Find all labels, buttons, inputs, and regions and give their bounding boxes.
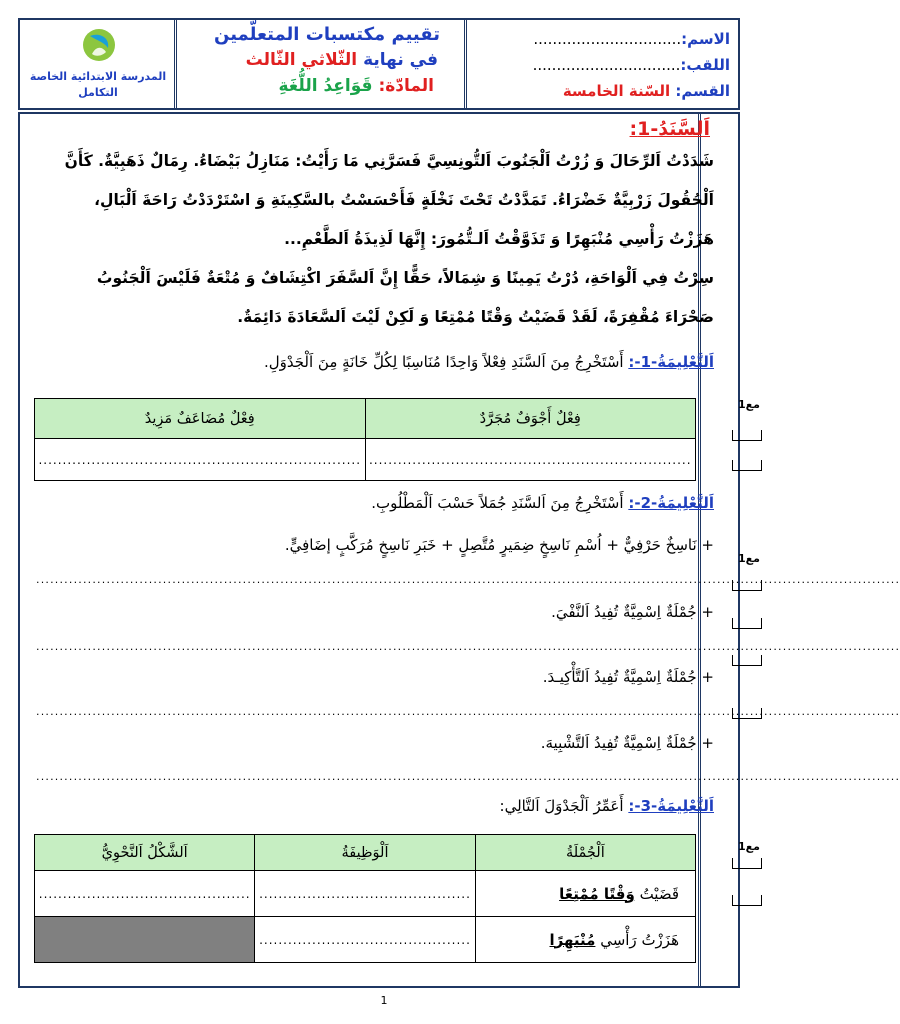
score-box[interactable] xyxy=(732,430,762,441)
sentence-2-part-a: هَزَزْتُ رَأْسِي xyxy=(595,930,679,949)
task1-instruction xyxy=(264,353,714,371)
student-info xyxy=(466,20,738,108)
score-box[interactable] xyxy=(732,580,762,591)
task2-text: أَسْتَخْرِجُ مِنَ اَلسَّنَدِ جُمَلاً حَسْبَ اَلْمَطْلُوبِ. xyxy=(371,494,629,512)
task1-answer-cell[interactable]: ................................................................... xyxy=(35,439,366,481)
text-line: اَلْحُقُولَ زَرْبِيَّةٌ خَضْرَاءُ. تَمَدَّدْتُ تَحْتَ نَخْلَةٍ فَأَحْسَسْتُ بالسَّكِينَةِ وَ اسْتَرْدَدْتُ رَاحَةَ اَلْبَالِ، xyxy=(94,191,714,209)
sentence-2-underlined: مُنْبَهِرًا xyxy=(549,930,596,949)
surname-line xyxy=(533,56,730,74)
header-box xyxy=(18,18,740,110)
task2-tag: اَلتَّعْلِيمَةُ-2-: xyxy=(628,494,714,512)
task3-function-cell[interactable]: ............................................ xyxy=(255,917,475,963)
title-line2-a: في نهاية xyxy=(363,50,438,70)
subject-label: المادّة: xyxy=(378,76,434,96)
task2-item: + جُمْلَةٌ اِسْمِيَّةٌ تُفِيدُ اَلنَّفْيَ. xyxy=(551,603,714,621)
task1-header-doubled-verb: فِعْلٌ مُضَاعَفٌ مَزِيدٌ xyxy=(35,399,366,439)
criterion-mark: مع1 xyxy=(738,840,760,853)
task3-header-sentence: اَلْجُمْلَةُ xyxy=(475,835,695,871)
task3-shaded-cell xyxy=(35,917,255,963)
class-value: السّنة الخامسة xyxy=(562,82,671,100)
title-line1: تقييم مكتسبات المتعلّمين xyxy=(214,24,440,45)
score-box[interactable] xyxy=(732,460,762,471)
task1-header-hollow-verb: فِعْلٌ أَجْوَفٌ مُجَرَّدٌ xyxy=(365,399,696,439)
page-number: 1 xyxy=(380,994,388,1007)
task3-table xyxy=(34,834,696,963)
task3-tag: اَلتَّعْلِيمَةُ-3-: xyxy=(628,797,714,815)
sentence-1-underlined: وَقْتًا مُمْتِعًا xyxy=(559,884,635,903)
text-line: شَدَدْتُ اَلرِّحَالَ وَ زُرْتُ اَلْجَنُوبَ اَلتُّونِسِيَّ فَسَرَّنِي مَا رَأَيْتُ: مَنَازِلُ بَيْضَاءُ. رِمَالٌ ذَهَبِيَّةٌ. كَأَنَّ xyxy=(64,152,714,170)
school-name: المدرسة الابتدائية الخاصة xyxy=(29,70,167,83)
school-name-2: التكامل xyxy=(78,86,118,99)
text-line: هَزَزْتُ رَأْسِي مُنْبَهِرًا وَ تَذَوَّقْتُ اَلـتُّمُورَ: إِنَّهَا لَذِيذَةُ اَلطَّعْمِ... xyxy=(284,230,714,248)
title-line2-b: الثّلاثي الثّالث xyxy=(245,50,358,70)
answer-line[interactable]: ........................................................................................................................................................................................ xyxy=(36,640,900,653)
text-heading: اَلسَّنَدُ-1: xyxy=(629,118,710,140)
task1-table xyxy=(34,398,696,481)
subject-line xyxy=(278,76,434,96)
task1-text: أَسْتَخْرِجُ مِنَ اَلسَّنَدِ فِعْلاً وَاحِدًا مُنَاسِبًا لِكُلِّ خَانَةٍ مِنَ اَلْجَدْوَلِ. xyxy=(263,353,629,371)
name-label: الاسم: xyxy=(681,30,730,48)
task3-sentence-2 xyxy=(475,917,695,963)
score-box[interactable] xyxy=(732,618,762,629)
text-line: صَحْرَاءَ مُقْفِرَةً، لَقَدْ قَضَيْتُ وَقْتًا مُمْتِعًا وَ لَكِنْ لَيْتَ اَلسَّعَادَةَ دَائِمَةٌ. xyxy=(237,308,714,326)
answer-line[interactable]: ........................................................................................................................................................................................ xyxy=(36,770,900,783)
class-line xyxy=(563,82,730,100)
task2-item: + جُمْلَةٌ اِسْمِيَّةٌ تُفِيدُ اَلتَّشْبِيهَ. xyxy=(540,734,714,752)
class-label: القسم: xyxy=(675,82,730,100)
surname-field[interactable]: ............................... xyxy=(532,56,681,74)
task3-instruction xyxy=(500,797,714,815)
task3-function-cell[interactable]: ............................................ xyxy=(255,871,475,917)
criterion-mark: مع1 xyxy=(738,552,760,565)
criterion-mark: مع1 xyxy=(738,398,760,411)
school-logo-icon xyxy=(82,28,116,62)
task2-item: + جُمْلَةٌ اِسْمِيَّةٌ تُفِيدُ اَلتَّأْكِيـدَ. xyxy=(542,668,714,686)
task2-instruction xyxy=(371,494,714,512)
task3-header-form: اَلشَّكْلُ اَلنَّحْوِيُّ xyxy=(35,835,255,871)
score-box[interactable] xyxy=(732,858,762,869)
score-box[interactable] xyxy=(732,708,762,719)
score-box[interactable] xyxy=(732,895,762,906)
title-line2 xyxy=(246,50,438,70)
answer-line[interactable]: ........................................................................................................................................................................................ xyxy=(36,705,900,718)
header-divider xyxy=(464,20,467,108)
name-line xyxy=(533,30,730,48)
task3-form-cell[interactable]: ............................................ xyxy=(35,871,255,917)
subject-value: قَوَاعِدُ اللُّغَةِ xyxy=(278,76,373,96)
task1-tag: اَلتَّعْلِيمَةُ-1-: xyxy=(628,353,714,371)
task2-item: + نَاسِخٌ حَرْفِيٌّ + اُسْمِ نَاسِخٍ ضِمَيرٍ مُتَّصِلٍ + خَبَرِ نَاسِخٍ مُرَكَّبٍ إضَافِيٍّ. xyxy=(284,536,714,554)
text-line: سِرْتُ فِي اَلْوَاحَةِ، دُرْتُ يَمِينًا وَ شِمَالاً، حَقًّا إِنَّ اَلسَّفَرَ اكْتِشَافٌ وَ مُتْعَةٌ فَلَيْسَ اَلْجَنُوبُ xyxy=(96,269,714,287)
score-box[interactable] xyxy=(732,655,762,666)
task1-answer-cell[interactable]: ................................................................... xyxy=(365,439,696,481)
name-field[interactable]: ............................... xyxy=(533,30,682,48)
task3-sentence-1 xyxy=(475,871,695,917)
task3-header-function: اَلْوَظِيفَةُ xyxy=(255,835,475,871)
sentence-1-part-a: قَضَيْتُ xyxy=(634,884,679,903)
school-info xyxy=(20,20,176,108)
task3-text: أَعَمِّرُ اَلْجَدْوَلَ اَلتَّالِي: xyxy=(499,797,629,815)
exam-title xyxy=(192,20,464,108)
answer-line[interactable]: ........................................................................................................................................................................................ xyxy=(36,573,900,586)
surname-label: اللقب: xyxy=(680,56,730,74)
